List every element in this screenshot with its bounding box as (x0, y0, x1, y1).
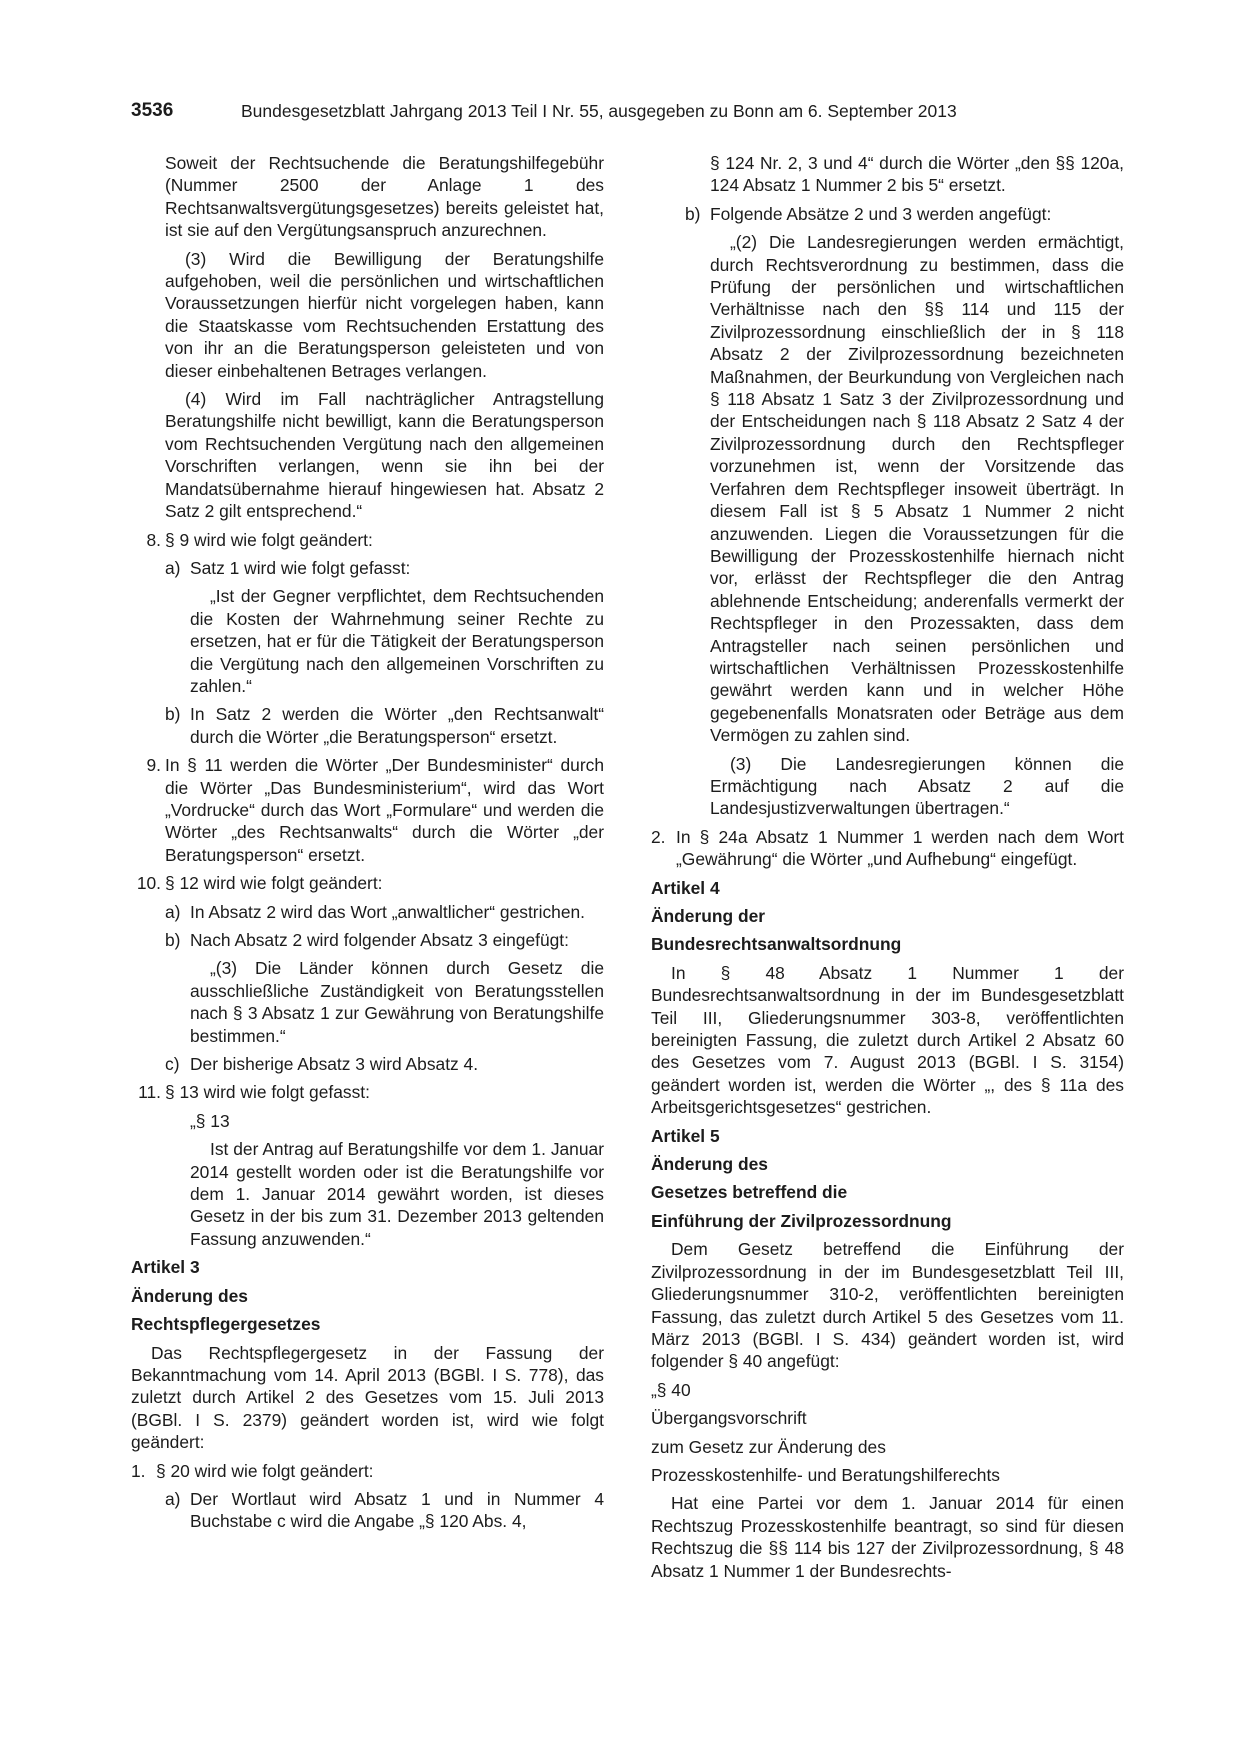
article-3-item-1a (131, 1488, 604, 1533)
list-item-10 (131, 872, 604, 894)
article-3-intro: Das Rechtspflegergesetz in der Fassung der Bekanntmachung vom 14. April 2013 (BGBl. I S. 778), das zuletzt durch Artikel 2 des Gesetzes vom 15. Juli 2013 (BGBl. I S. 2379) geändert worden ist, wird wie folgt geändert: (131, 1342, 604, 1453)
section-40-title-3: Prozesskostenhilfe- und Beratungshilferechts (651, 1464, 1000, 1485)
item-text: § 20 wird wie folgt geändert: (156, 1460, 374, 1481)
article-5-subtitle-2: Gesetzes betreffend die (651, 1182, 848, 1203)
list-item-8a (131, 557, 604, 579)
item-text: Nach Absatz 2 wird folgender Absatz 3 eingefügt: (190, 930, 569, 950)
paragraph-continuation: Soweit der Rechtsuchende die Beratungshilfegebühr (Nummer 2500 der Anlage 1 des Rechtsanwaltsvergütungsgesetzes) bereits geleistet hat, ist sie auf den Vergütungsanspruch anzurechnen. (165, 153, 604, 241)
list-item-8b (131, 703, 604, 748)
item-letter: b) (685, 203, 701, 224)
item-text: Der bisherige Absatz 3 wird Absatz 4. (190, 1054, 479, 1075)
item-text: In § 24a Absatz 1 Nummer 1 werden nach dem Wort „Gewährung“ die Wörter „und Aufhebung“ eingefügt. (676, 826, 1124, 870)
list-item-9 (131, 754, 604, 866)
section-40-body: Hat eine Partei vor dem 1. Januar 2014 für einen Rechtszug Prozesskostenhilfe beantragt, so sind für diesen Rechtszug die §§ 114 bis 127 der Zivilprozessordnung, § 48 Absatz 1 Nummer 1 der Bundesrechts- (651, 1493, 1124, 1581)
quote-8a: „Ist der Gegner verpflichtet, dem Rechtsuchenden die Kosten der Wahrnehmung seiner Rechte zu ersetzen, hat er für die Tätigkeit der Beratungsperson die Vergütung nach den allgemeinen Vorschriften zu zahlen.“ (190, 586, 604, 696)
item-number: 1. (131, 1460, 146, 1481)
list-item-10c (131, 1053, 604, 1075)
article-5-body: Dem Gesetz betreffend die Einführung der Zivilprozessordnung in der im Bundesgesetzblatt Teil III, Gliederungsnummer 310-2, veröffentlichten bereinigten Fassung, das zuletzt durch Artikel 5 des Gesetzes vom 11. März 2013 (BGBl. I S. 434) geändert worden ist, wird folgender § 40 angefügt: (651, 1239, 1124, 1372)
running-head: Bundesgesetzblatt Jahrgang 2013 Teil I Nr. 55, ausgegeben zu Bonn am 6. September 2013 (241, 101, 957, 121)
item-number: 10. (136, 873, 161, 894)
article-5-subtitle-3: Einführung der Zivilprozessordnung (651, 1210, 952, 1231)
item-text: In Absatz 2 wird das Wort „anwaltlicher“ gestrichen. (190, 901, 585, 922)
article-5-title: Artikel 5 (651, 1125, 720, 1146)
list-item-10a (131, 901, 604, 923)
item-number: 11. (138, 1082, 161, 1103)
item-1a-continuation: § 124 Nr. 2, 3 und 4“ durch die Wörter „den §§ 120a, 124 Absatz 1 Nummer 2 bis 5“ ersetzt. (710, 153, 1124, 196)
item-text: § 9 wird wie folgt geändert: (165, 529, 373, 550)
article-3-item-1 (131, 1460, 604, 1482)
article-3-subtitle-1: Änderung des (131, 1285, 248, 1306)
article-5-subtitle-1: Änderung des (651, 1154, 768, 1175)
paragraph-3: (3) Wird die Bewilligung der Beratungshilfe aufgehoben, weil die persönlichen und wirtschaftlichen Voraussetzungen hierfür nicht vorgelegen haben, kann die Staatskasse vom Rechtsuchenden Erstattung des von ihr an die Beratungsperson geleisteten und von dieser einbehaltenen Betrages verlangen. (165, 248, 604, 381)
article-3-subtitle-2: Rechtspflegergesetzes (131, 1314, 321, 1335)
item-letter: a) (165, 557, 181, 578)
section-40-title-1: Übergangsvorschrift (651, 1408, 807, 1429)
item-number: 8. (146, 529, 161, 550)
item-text: In Satz 2 werden die Wörter „den Rechtsanwalt“ durch die Wörter „die Beratungsperson“ ersetzt. (190, 704, 604, 747)
list-item-8 (131, 529, 604, 551)
list-item-11 (131, 1081, 604, 1103)
item-letter: b) (165, 704, 181, 725)
left-column (131, 152, 604, 1539)
item-letter: b) (165, 930, 181, 950)
item-text: Folgende Absätze 2 und 3 werden angefügt: (710, 203, 1052, 224)
section-40-title-2: zum Gesetz zur Änderung des (651, 1436, 886, 1457)
section-13-heading: „§ 13 (190, 1110, 230, 1131)
article-4-body: In § 48 Absatz 1 Nummer 1 der Bundesrechtsanwaltsordnung in der im Bundesgesetzblatt Teil III, Gliederungsnummer 303-8, veröffentlichten bereinigten Fassung, die zuletzt durch Artikel 2 Absatz 60 des Gesetzes vom 7. August 2013 (BGBl. I S. 3154) geändert worden ist, werden die Wörter „, des § 11a des Arbeitsgerichtsgesetzes“ gestrichen. (651, 962, 1124, 1118)
quote-absatz-2: „(2) Die Landesregierungen werden ermächtigt, durch Rechtsverordnung zu bestimmen, dass die Prüfung der persönlichen und wirtschaftlichen Verhältnisse nach den §§ 114 und 115 der Zivilprozessordnung einschließlich der in § 118 Absatz 2 der Zivilprozessordnung bezeichneten Maßnahmen, der Beurkundung von Vergleichen nach § 118 Absatz 1 Satz 3 der Zivilprozessordnung und der Entscheidungen nach § 118 Absatz 2 Satz 4 der Zivilprozessordnung durch den Rechtspfleger vorzunehmen ist, wenn der Vorsitzende das Verfahren dem Rechtspfleger insoweit überträgt. In diesem Fall ist § 5 Absatz 1 Nummer 2 nicht anzuwenden. Liegen die Voraussetzungen für die Bewilligung der Prozesskostenhilfe hiernach nicht vor, erlässt der Rechtspfleger die den Antrag ablehnende Entscheidung; anderenfalls vermerkt der Rechtspfleger in den Prozessakten, dass dem Antragsteller nach seinen persönlichen und wirtschaftlichen Verhältnissen Prozesskostenhilfe gewährt werden kann und in welcher Höhe gegebenenfalls Monatsraten oder Beträge aus dem Vermögen zu zahlen sind. (710, 232, 1124, 746)
article-3-title: Artikel 3 (131, 1257, 200, 1278)
section-40-heading: „§ 40 (651, 1379, 691, 1400)
item-text: In § 11 werden die Wörter „Der Bundesminister“ durch die Wörter „Das Bundesministerium“, wird das Wort „Vordrucke“ durch das Wort „Formulare“ und werden die Wörter „des Rechtsanwalts“ durch die Wörter „der Beratungsperson“ ersetzt. (165, 755, 604, 865)
article-3-item-2 (651, 826, 1124, 871)
quote-absatz-3: (3) Die Landesregierungen können die Ermächtigung nach Absatz 2 auf die Landesjustizverwaltungen übertragen.“ (710, 753, 1124, 819)
article-4-subtitle-2: Bundesrechtsanwaltsordnung (651, 934, 902, 955)
item-text: § 12 wird wie folgt geändert: (165, 873, 383, 894)
article-4-subtitle-1: Änderung der (651, 906, 766, 926)
right-column (651, 152, 1124, 1588)
item-text: Satz 1 wird wie folgt gefasst: (190, 557, 411, 578)
item-text: Der Wortlaut wird Absatz 1 und in Nummer 4 Buchstabe c wird die Angabe „§ 120 Abs. 4, (190, 1488, 604, 1532)
list-item-10b (131, 929, 604, 951)
page-number: 3536 (131, 100, 174, 121)
item-letter: a) (165, 901, 181, 922)
item-number: 2. (651, 826, 666, 847)
article-4-title: Artikel 4 (651, 877, 720, 898)
quote-10b: „(3) Die Länder können durch Gesetz die ausschließliche Zuständigkeit von Beratungsstellen nach § 3 Absatz 1 zur Gewährung von Beratungshilfe bestimmen.“ (190, 958, 604, 1046)
item-letter: c) (165, 1054, 180, 1075)
article-3-item-1b (651, 203, 1124, 225)
item-letter: a) (165, 1488, 181, 1509)
item-number: 9. (146, 755, 161, 776)
section-13-body: Ist der Antrag auf Beratungshilfe vor dem 1. Januar 2014 gestellt worden oder ist die Beratungshilfe vor dem 1. Januar 2014 gewährt worden, ist dieses Gesetz in der bis zum 31. Dezember 2013 geltenden Fassung anzuwenden.“ (190, 1139, 604, 1249)
paragraph-4: (4) Wird im Fall nachträglicher Antragstellung Beratungshilfe nicht bewilligt, kann die Beratungsperson vom Rechtsuchenden Vergütung nach den allgemeinen Vorschriften verlangen, wenn sie ihn bei der Mandatsübernahme hierauf hingewiesen hat. Absatz 2 Satz 2 gilt entsprechend.“ (165, 389, 604, 522)
item-text: § 13 wird wie folgt gefasst: (165, 1082, 370, 1103)
